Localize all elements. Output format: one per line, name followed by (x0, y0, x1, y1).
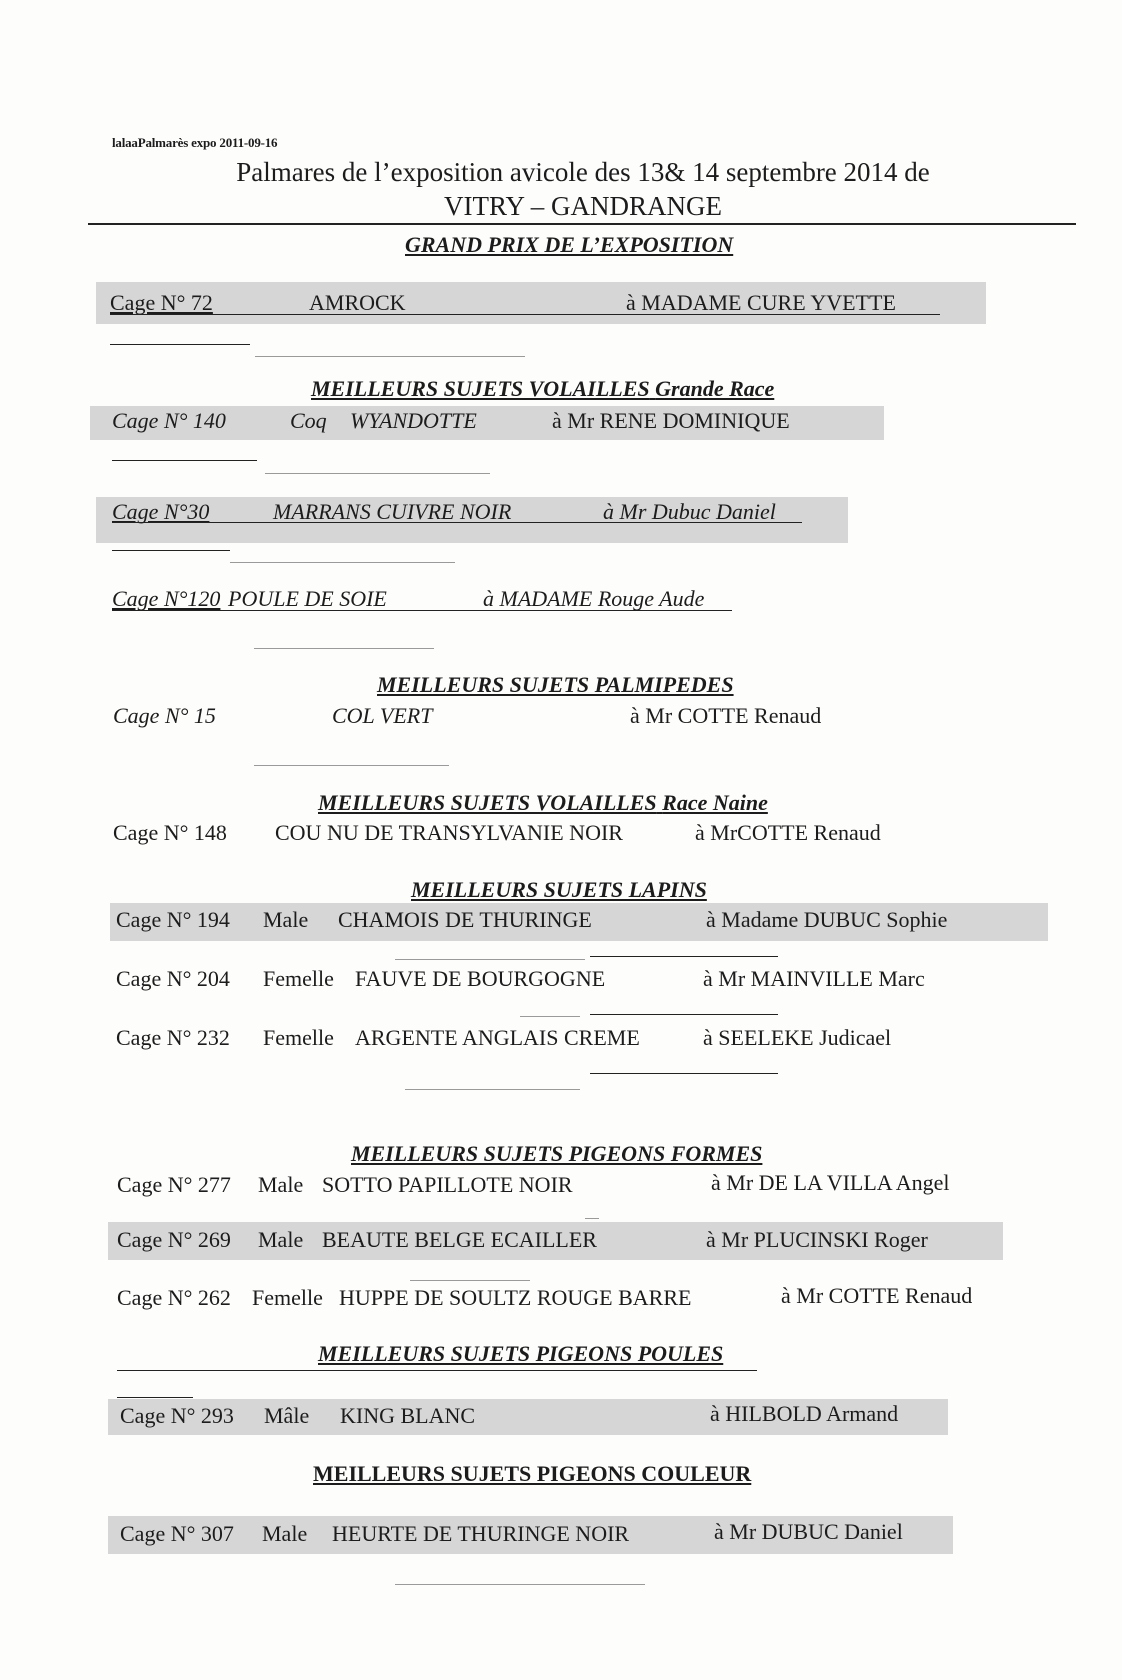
faint-rule (395, 959, 585, 960)
palmipedes-cage: Cage N° 15 (113, 703, 216, 728)
volailles-naine-heading-main: MEILLEURS SUJETS VOLAILLES (318, 790, 657, 815)
volaille-row-1-cage: Cage N° 140 (112, 408, 226, 433)
lapin-row-2-cage: Cage N° 204 (116, 966, 230, 991)
formes-row-2-sex: Male (258, 1227, 304, 1252)
pigeons-poules-heading: MEILLEURS SUJETS PIGEONS POULES (318, 1341, 724, 1366)
lapin-row-1-cage: Cage N° 194 (116, 907, 230, 932)
volaille-row-3-cage: Cage N°120 (112, 586, 221, 611)
faint-rule (265, 473, 490, 474)
volailles-naine-heading-sub: Race Naine (662, 790, 768, 815)
poules-subject: KING BLANC (340, 1403, 476, 1428)
title-divider (88, 223, 1076, 225)
volaille-row-1-owner: à Mr RENE DOMINIQUE (552, 408, 790, 433)
formes-row-2-owner: à Mr PLUCINSKI Roger (706, 1227, 928, 1252)
formes-row-2-subject: BEAUTE BELGE ECAILLER (322, 1227, 597, 1252)
short-rule (112, 550, 230, 551)
volaille-row-1-sex: Coq (290, 408, 327, 433)
lapin-row-2-sex: Femelle (263, 966, 334, 991)
lapins-heading: MEILLEURS SUJETS LAPINS (411, 877, 707, 902)
lapin-row-1-sex: Male (263, 907, 309, 932)
lapin-row-3-cage: Cage N° 232 (116, 1025, 230, 1050)
volailles-naine-subject: COU NU DE TRANSYLVANIE NOIR (275, 820, 623, 845)
page-title-line2: VITRY – GANDRANGE (444, 191, 722, 221)
couleur-cage: Cage N° 307 (120, 1521, 234, 1546)
short-rule (110, 344, 250, 345)
poules-sex: Mâle (264, 1403, 310, 1428)
pigeons-formes-heading: MEILLEURS SUJETS PIGEONS FORMES (351, 1141, 763, 1166)
volailles-naine-owner: à MrCOTTE Renaud (695, 820, 881, 845)
short-rule (112, 460, 257, 461)
grand-prix-subject: AMROCK (309, 290, 406, 315)
volaille-row-2-subject: MARRANS CUIVRE NOIR (273, 499, 512, 524)
volailles-grande-heading-sub: Grande Race (655, 376, 775, 401)
faint-rule (405, 1089, 580, 1090)
lapin-row-3-subject: ARGENTE ANGLAIS CREME (355, 1025, 640, 1050)
lapin-row-3-sex: Femelle (263, 1025, 334, 1050)
lapin-row-2-subject: FAUVE DE BOURGOGNE (355, 966, 606, 991)
grand-prix-heading: GRAND PRIX DE L’EXPOSITION (405, 232, 734, 257)
faint-rule (585, 1218, 599, 1219)
formes-row-3-owner: à Mr COTTE Renaud (781, 1283, 973, 1308)
volailles-grande-heading (311, 376, 774, 402)
formes-row-3-cage: Cage N° 262 (117, 1285, 231, 1310)
formes-row-2-cage: Cage N° 269 (117, 1227, 231, 1252)
formes-row-1-sex: Male (258, 1172, 304, 1197)
page-title-line1: Palmares de l’exposition avicole des 13& 14 septembre 2014 de (236, 157, 930, 187)
couleur-subject: HEURTE DE THURINGE NOIR (332, 1521, 630, 1546)
lapin-row-3-owner: à SEELEKE Judicael (703, 1025, 892, 1050)
couleur-owner: à Mr DUBUC Daniel (714, 1519, 903, 1544)
formes-row-1-owner: à Mr DE LA VILLA Angel (711, 1170, 950, 1195)
faint-rule (230, 562, 455, 563)
volaille-row-2-owner: à Mr Dubuc Daniel (603, 499, 776, 524)
volailles-grande-heading-main: MEILLEURS SUJETS VOLAILLES (311, 376, 650, 401)
palmipedes-subject: COL VERT (332, 703, 433, 728)
short-rule (117, 1397, 193, 1398)
faint-rule (395, 1584, 645, 1585)
poules-owner: à HILBOLD Armand (710, 1401, 899, 1426)
grand-prix-owner: à MADAME CURE YVETTE (626, 290, 896, 315)
poules-cage: Cage N° 293 (120, 1403, 234, 1428)
poules-heading-rule (117, 1370, 757, 1371)
file-note: lalaaPalmarès expo 2011-09-16 (112, 135, 278, 150)
volaille-row-1-subject: WYANDOTTE (350, 408, 477, 433)
faint-rule (254, 648, 434, 649)
volaille-row-3-subject: POULE DE SOIE (228, 586, 387, 611)
formes-row-1-subject: SOTTO PAPILLOTE NOIR (322, 1172, 573, 1197)
volailles-naine-heading (318, 790, 768, 816)
pigeons-couleur-heading: MEILLEURS SUJETS PIGEONS COULEUR (313, 1461, 752, 1486)
formes-row-3-subject: HUPPE DE SOULTZ ROUGE BARRE (339, 1285, 692, 1310)
faint-rule (254, 765, 449, 766)
faint-rule (255, 356, 525, 357)
palmipedes-heading: MEILLEURS SUJETS PALMIPEDES (377, 672, 734, 697)
short-rule (590, 1073, 778, 1074)
faint-rule (520, 1016, 580, 1017)
palmipedes-owner: à Mr COTTE Renaud (630, 703, 822, 728)
grand-prix-cage: Cage N° 72 (110, 290, 213, 315)
formes-row-1-cage: Cage N° 277 (117, 1172, 231, 1197)
lapin-row-2-owner: à Mr MAINVILLE Marc (703, 966, 925, 991)
short-rule (590, 956, 778, 957)
lapin-row-1-owner: à Madame DUBUC Sophie (706, 907, 948, 932)
couleur-sex: Male (262, 1521, 308, 1546)
formes-row-3-sex: Femelle (252, 1285, 323, 1310)
lapin-row-1-subject: CHAMOIS DE THURINGE (338, 907, 592, 932)
volailles-naine-cage: Cage N° 148 (113, 820, 227, 845)
volaille-row-3-owner: à MADAME Rouge Aude (483, 586, 705, 611)
volaille-row-2-cage: Cage N°30 (112, 499, 210, 524)
short-rule (590, 1014, 778, 1015)
faint-rule (410, 1280, 530, 1281)
